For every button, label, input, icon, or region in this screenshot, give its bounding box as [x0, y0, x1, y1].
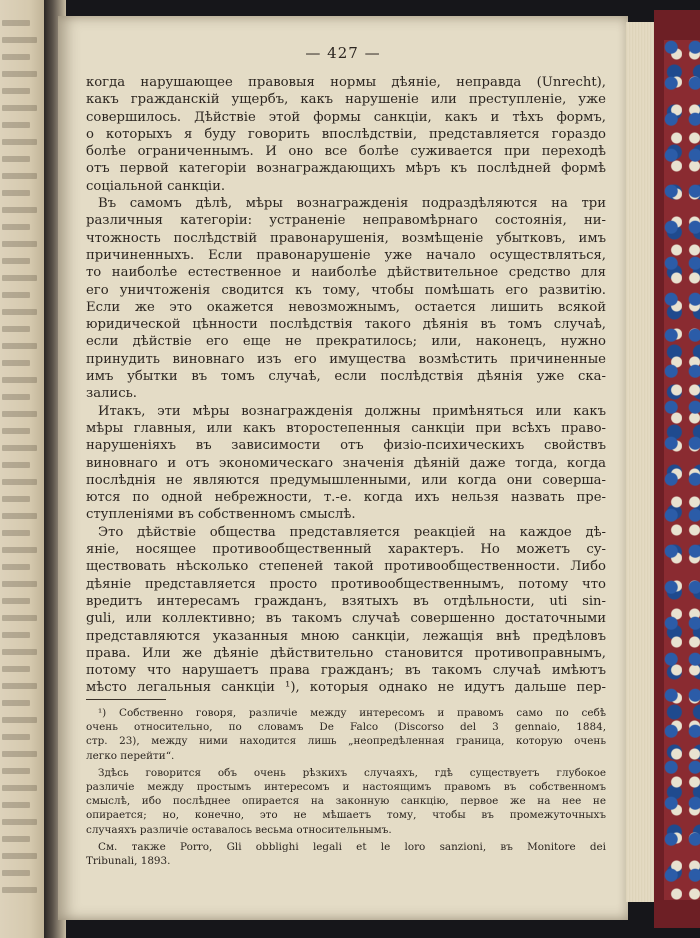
facing-page-text-fragment — [2, 309, 37, 315]
text-line: Если же это окажется невозможнымъ, остается лишить всякой — [86, 299, 606, 315]
footnote-line: Здѣсь говорится объ очень рѣзкихъ случаяхъ, гдѣ существуетъ глубокое — [98, 766, 606, 779]
text-line: потому что нарушаетъ права гражданъ; въ такомъ случаѣ имѣютъ — [86, 663, 606, 679]
facing-page-text-fragment — [2, 207, 37, 213]
facing-page-text-fragment — [2, 887, 37, 893]
facing-page-text-fragment — [2, 37, 37, 43]
facing-page-text-fragment — [2, 530, 30, 536]
facing-page-text-fragment — [2, 445, 37, 451]
facing-page-text-fragment — [2, 292, 30, 298]
footnote-line: стр. 23), между ними находится лишь „неопредѣленная граница, которую очень — [86, 735, 606, 748]
facing-page-text-fragment — [2, 479, 37, 485]
footnote-rule — [86, 699, 166, 700]
facing-page-text-fragment — [2, 819, 37, 825]
facing-page-text-fragment — [2, 156, 30, 162]
facing-page-text-fragment — [2, 683, 37, 689]
text-line: ществовать нѣсколько степеней такой противообщественности. Либо — [86, 559, 606, 575]
text-line: соціальной санкціи. — [86, 178, 226, 194]
text-line: вредитъ интересамъ гражданъ, взятыхъ въ отдѣльности, uti sin- — [86, 593, 606, 609]
facing-page-text-fragment — [2, 751, 37, 757]
facing-page-text-fragment — [2, 105, 37, 111]
facing-page-text-fragment — [2, 666, 30, 672]
footnote-line: случаяхъ различіе оставалось весьма относительнымъ. — [86, 823, 392, 836]
facing-page-text-fragment — [2, 54, 30, 60]
text-line: яніе, носящее противообщественный характеръ. Но можетъ су- — [86, 542, 606, 558]
text-line: если дѣйствіе его еще не прекратилось; или, наконецъ, нужно — [86, 334, 606, 350]
footnote-line: различіе между простымъ интересомъ и настоящимъ правомъ въ собственномъ — [86, 780, 606, 793]
text-line: нарушеніяхъ въ зависимости отъ физіо-психическихъ свойствъ — [86, 438, 606, 454]
text-line: отъ первой категоріи вознаграждающихъ мѣръ къ послѣдней формѣ — [86, 161, 606, 177]
text-line: ступленіями въ собственномъ смыслѣ. — [86, 507, 356, 523]
text-line: различныя категоріи: устраненіе неправомѣрнаго состоянія, ни- — [86, 213, 606, 229]
text-line: о которыхъ я буду говорить впослѣдствіи, представляется гораздо — [86, 126, 606, 142]
facing-page-text-fragment — [2, 428, 30, 434]
text-line: зались. — [86, 386, 137, 402]
facing-page-text-fragment — [2, 173, 37, 179]
facing-page-text-fragment — [2, 717, 37, 723]
book-page — [58, 16, 628, 920]
facing-page-text-fragment — [2, 224, 30, 230]
facing-page-text-fragment — [2, 513, 37, 519]
footnote-line: смыслѣ, ибо послѣднее опирается на законную санкцію, первое же на нее не — [86, 795, 606, 808]
text-line: Итакъ, эти мѣры вознагражденія должны примѣняться или какъ — [98, 403, 606, 419]
facing-page-text-fragment — [2, 615, 37, 621]
text-line: мѣсто легальныя санкціи ¹), которыя однако не идутъ дальше пер- — [86, 680, 606, 696]
facing-page-text-fragment — [2, 700, 30, 706]
text-line: мѣры главныя, или какъ второстепенныя санкціи при всѣхъ право- — [86, 420, 606, 436]
main-text — [86, 74, 606, 697]
facing-page-text-fragment — [2, 71, 37, 77]
page-number: — 427 — — [305, 44, 381, 62]
text-line: юридической цѣнности послѣдствія такого дѣянія въ томъ случаѣ, — [86, 317, 606, 333]
facing-page-text-fragment — [2, 394, 30, 400]
facing-page-text-fragment — [2, 343, 37, 349]
facing-page-text-fragment — [2, 870, 30, 876]
text-line: чтожность послѣдствій правонарушенія, возмѣщеніе убытковъ, имъ — [86, 230, 606, 246]
facing-page-text-fragment — [2, 411, 37, 417]
text-line: виновнаго и отъ экономическаго значенія дѣяній даже тогда, когда — [86, 455, 606, 471]
facing-page-text-fragment — [2, 785, 37, 791]
facing-page-text-fragment — [2, 190, 30, 196]
facing-page-text-fragment — [2, 598, 30, 604]
facing-page-text-fragment — [2, 632, 30, 638]
marbled-endpaper — [664, 40, 700, 900]
facing-page-text-fragment — [2, 836, 30, 842]
text-line: представляются указанныя мною санкціи, лежащія внѣ предѣловъ — [86, 628, 606, 644]
text-line: послѣднія не являются предумышленными, или когда они соверша- — [86, 472, 606, 488]
footnote-line: опирается; но, конечно, это не мѣшаетъ тому, чтобы въ промежуточныхъ — [86, 809, 606, 822]
text-line: когда нарушающее правовыя нормы дѣяніе, неправда (Unrecht), — [86, 75, 606, 90]
facing-page-text-fragment — [2, 564, 30, 570]
text-line: то наиболѣе естественное и наиболѣе дѣйствительное средство для — [86, 265, 606, 281]
facing-page-text-fragment — [2, 853, 37, 859]
footnote-line: легко перейти“. — [86, 749, 175, 762]
text-line: какъ гражданскій ущербъ, какъ нарушеніе или преступленіе, уже — [86, 92, 606, 108]
footnote-line: ¹) Собственно говоря, различіе между интересомъ и правомъ само по себѣ — [98, 707, 606, 719]
footnote-line: Tribunali, 1893. — [86, 854, 171, 867]
facing-page-text-fragment — [2, 462, 30, 468]
text-line: имъ убытки въ томъ случаѣ, если послѣдствія дѣянія уже ска- — [86, 369, 606, 385]
facing-page-text-fragment — [2, 20, 30, 26]
facing-page-text-fragment — [2, 326, 30, 332]
facing-page-text-fragment — [2, 547, 37, 553]
text-line: guli, или коллективно; въ такомъ случаѣ совершенно достаточными — [86, 611, 606, 627]
facing-page-text-fragment — [2, 258, 30, 264]
facing-page-text-fragment — [2, 649, 37, 655]
facing-page-text-fragment — [2, 139, 37, 145]
text-line: Въ самомъ дѣлѣ, мѣры вознагражденія подраздѣляются на три — [98, 196, 606, 212]
text-line: права. Или же дѣяніе дѣйствительно становится противоправнымъ, — [86, 645, 606, 661]
text-line: Это дѣйствіе общества представляется реакціей на каждое дѣ- — [98, 524, 606, 540]
text-line: его уничтоженія сводится къ тому, чтобы помѣшать его развитію. — [86, 282, 606, 298]
text-line: принудить виновнаго изъ его имущества возмѣстить причиненные — [86, 351, 606, 367]
page-edges — [626, 22, 656, 902]
footnotes — [86, 706, 606, 868]
facing-page-text-fragment — [2, 768, 30, 774]
text-line: дѣяніе представляется просто противообщественнымъ, потому что — [86, 576, 606, 592]
facing-page-text-fragment — [2, 122, 30, 128]
text-line: болѣе ограниченнымъ. И оно все болѣе суживается при переходѣ — [86, 144, 606, 160]
facing-page-text-fragment — [2, 802, 30, 808]
text-line: ются по одной небрежности, т.-е. когда ихъ нельзя назвать пре- — [86, 490, 606, 506]
facing-page-text-fragment — [2, 377, 37, 383]
facing-page-text-fragment — [2, 88, 30, 94]
facing-page-text-fragment — [2, 581, 37, 587]
left-facing-page — [0, 0, 50, 938]
footnote-line: очень относительно, по словамъ De Falco (Discorso del 3 gennaio, 1884, — [86, 721, 606, 734]
facing-page-text-fragment — [2, 360, 30, 366]
facing-page-text-fragment — [2, 275, 37, 281]
facing-page-text-fragment — [2, 734, 30, 740]
text-line: причиненныхъ. Если правонарушеніе уже начало осуществляться, — [86, 247, 606, 263]
footnote-line: См. также Porro, Gli obblighi legali et le loro sanzioni, въ Monitore dei — [98, 840, 606, 853]
facing-page-text-fragment — [2, 496, 30, 502]
facing-page-text-fragment — [2, 241, 37, 247]
text-line: совершилось. Дѣйствіе этой формы санкціи, какъ и тѣхъ формъ, — [86, 109, 606, 125]
